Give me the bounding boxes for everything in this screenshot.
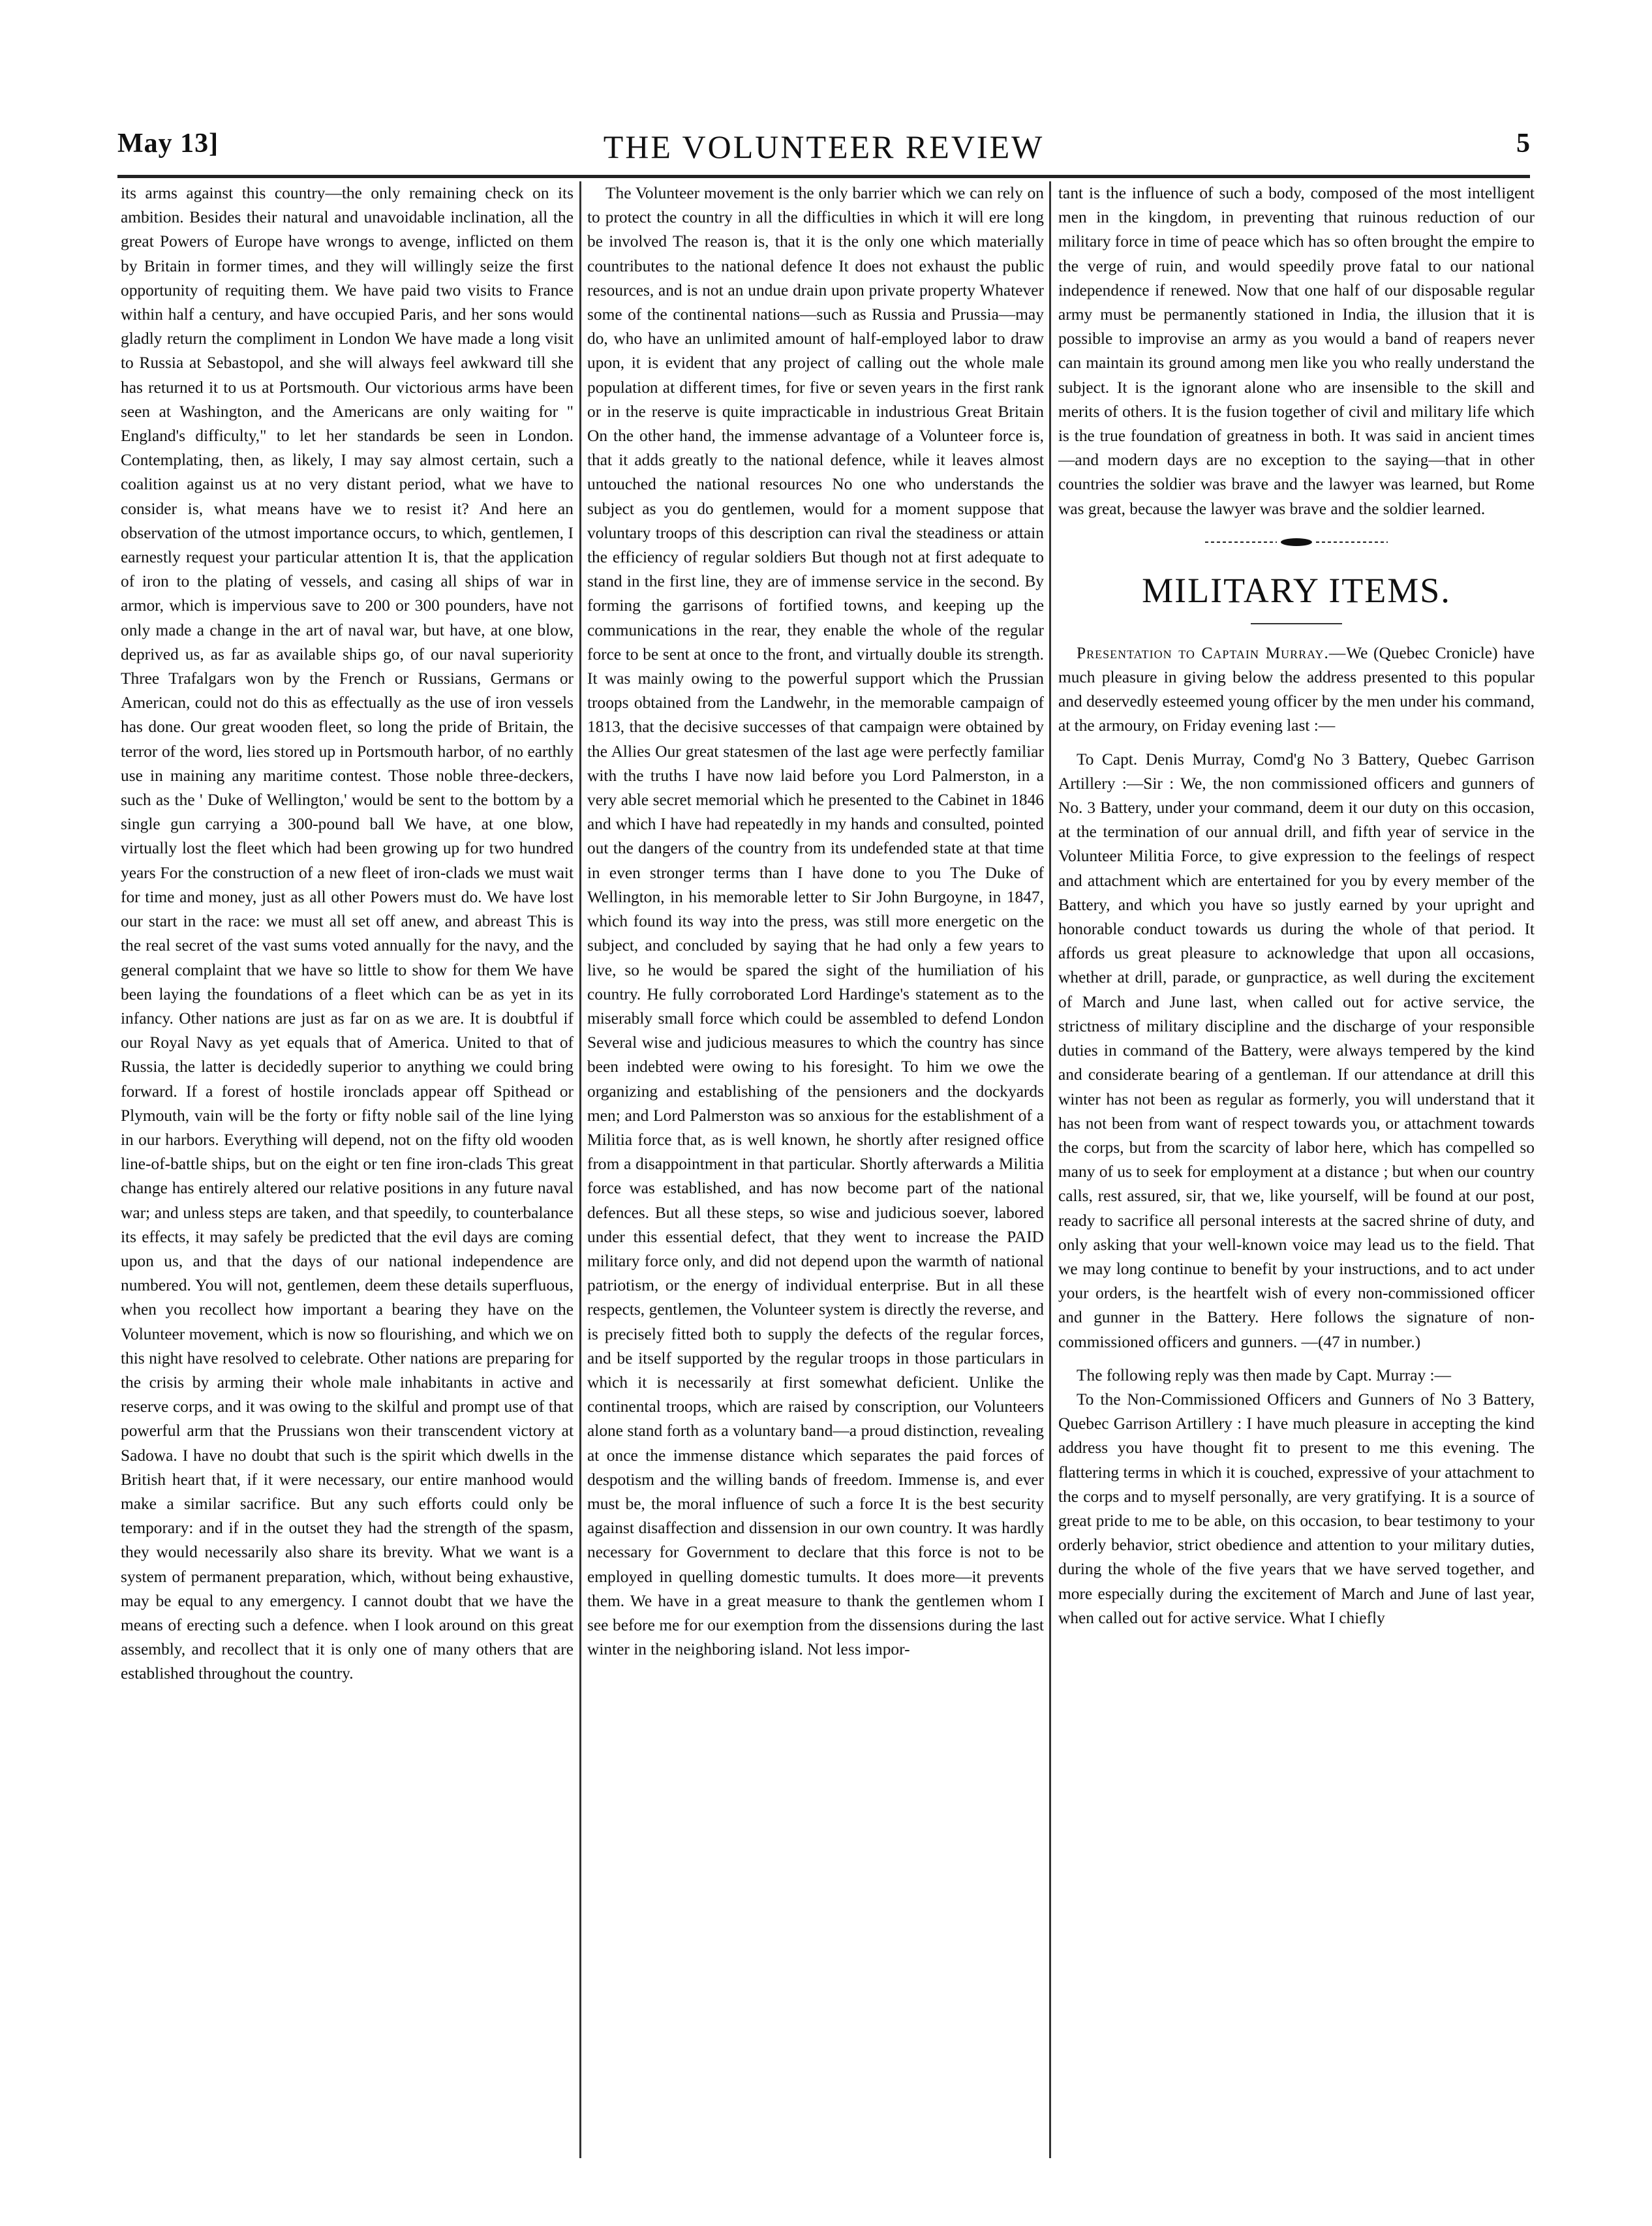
title-rule <box>1251 623 1342 624</box>
item-heading: Presentation to Captain Murray.— <box>1077 643 1347 662</box>
column-2 <box>587 181 1044 2161</box>
item-paragraph <box>1058 641 1535 739</box>
article-continuation: tant is the influence of such a body, composed of the most intelligent men in the kingdom, in preventing that ruinous reduction of our military force in time of peace which has so often brought the empire to the verge of ruin, and would speedily prove fatal to our national independence if renewed. Now that one half of our disposable regular army must be permanently stationed in India, the illusion that it is possible to improvise an army as you would a band of reapers never can maintain its ground among men like you who really understand the subject. It is the ignorant alone who are insensible to the skill and merits of others. It is the fusion together of civil and military life which is the true foundation of greatness in both. It was said in ancient times—and modern days are no exception to the saying—that in other countries the soldier was brave and the lawyer was learned, but Rome was great, because the lawyer was brave and the soldier learned. <box>1058 184 1535 518</box>
header-rule <box>117 175 1530 178</box>
section-title: MILITARY ITEMS. <box>1142 570 1451 610</box>
reply-text: To the Non-Commissioned Officers and Gunners of No 3 Battery, Quebec Garrison Artillery : I have much pleasure in accepting the kind address you have thought fit to present to me this evening. The flattering terms in which it is couched, expressive of your attachment to the corps and to myself personally, are very gratifying. It is a source of great pride to me to be able, on this occasion, to bear testimony to your orderly behavior, strict obedience and attention to your military duties, during the whole of the five years that we have served together, and more especially during the excitement of March and June of last year, when called out for active service. What I chiefly <box>1058 1390 1535 1627</box>
column-divider <box>579 181 581 2158</box>
column-3 <box>1058 181 1535 2161</box>
column-1 <box>121 181 574 2161</box>
page-number: 5 <box>1516 129 1530 159</box>
page-header <box>117 128 1530 175</box>
article-paragraph: The Volunteer movement is the only barrier which we can rely on to protect the country in all the difficulties in which it will ere long be involved The reason is, that it is the only one which materially countributes to the national defence It does not exhaust the public resources, and is not an undue drain upon private property Whatever some of the continental nations—such as Russia and Prussia—may do, who have an unlimited amount of half-employed labor to draw upon, it is evident that any project of calling out the whole male population at different times, for five or seven years in the first rank or in the reserve is quite impracticable in industrious Great Britain On the other hand, the immense advantage of a Volunteer force is, that it adds greatly to the national defence, while it leaves almost untouched the national resources No one who understands the subject as you do gentlemen, would for a moment suppose that voluntary troops of this description can rival the steadiness or attain the efficiency of regular soldiers But though not at first adequate to stand in the first line, they are of immense service in the second. By forming the garrisons of fortified towns, and keeping up the communications in the rear, they enable the whole of the regular force to be sent at once to the front, and virtually double its strength. It was mainly owing to the powerful support which the Prussian troops obtained from the Landwehr, in the memorable campaign of 1813, that the decisive successes of that campaign were obtained by the Allies Our great statesmen of the last age were perfectly familiar with the truths I have now laid before you Lord Palmerston, in a very able secret memorial which he presented to the Cabinet in 1846 and which I have had repeatedly in my hands and consulted, pointed out the dangers of the country from its undefended state at that time in even stronger terms than I have done to you The Duke of Wellington, in his memorable letter to Sir John Burgoyne, in 1847, which found its way into the press, was still more energetic on the subject, and concluded by saying that he had only a few years to live, so he would be spared the sight of the humiliation of his country. He fully corroborated Lord Hardinge's statement as to the miserably small force which could be assembled to defend London Several wise and judicious measures to which the country has since been indebted were owing to his foresight. To him we owe the organizing and establishing of the pensioners and the dockyards men; and Lord Palmerston was so anxious for the establishment of a Militia force that, as is well known, he shortly after resigned office from a disappointment in that particular. Shortly afterwards a Militia force was established, and has now become part of the national defences. But all these steps, so wise and judicious soever, labored under this essential defect, that they went to increase the PAID military force only, and did not depend upon the warmth of national patriotism, or the energy of individual enterprise. But in all these respects, gentlemen, the Volunteer system is directly the reverse, and is precisely fitted both to supply the defects of the regular forces, and be itself supported by the regular troops in those particulars in which it is necessarily at first somewhat deficient. Unlike the continental troops, which are raised by conscription, our Volunteers alone stand forth as a voluntary band—a proud distinction, revealing at once the immense distance which separates the paid forces of despotism and the willing bands of freedom. Immense is, and ever must be, the moral influence of such a force It is the best security against disaffection and dissension in our own country. It was hardly necessary for Government to declare that this force is not to be employed in quelling domestic tumults. It does more—it prevents them. We have in a great measure to thank the gentlemen whom I see before me for our exemption from the dissensions during the last winter in the neighboring island. Not less impor- <box>587 184 1044 1659</box>
reply-intro: The following reply was then made by Capt. Murray :— <box>1077 1365 1451 1384</box>
ornament-rule-icon <box>1199 536 1394 549</box>
section-ornament <box>1058 521 1535 563</box>
column-divider <box>1049 181 1051 2158</box>
address-text: To Capt. Denis Murray, Comd'g No 3 Battery, Quebec Garrison Artillery :—Sir : We, the non commissioned officers and gunners of No. 3 Battery, under your command, deem it our duty on this occasion, at the termination of our annual drill, and fifth year of service in the Volunteer Militia Force, to give expression to the feelings of respect and attachment which are entertained for you by every member of the Battery, and which you have so justly earned by your upright and honorable conduct towards us during the whole of that period. It affords us great pleasure to acknowledge that upon all occasions, whether at drill, parade, or gunpractice, as well during the excitement of March and June last, when called out for active service, the strictness of military discipline and the discharge of your responsible duties in command of the Battery, were always tempered by the kind and considerate bearing of a gentleman. If our attendance at drill this winter has not been as regular as formerly, you will understand that it has not been from want of respect towards you, or attachment towards the corps, but from the scarcity of labor here, which has compelled so many of us to seek for employment at a distance ; but when our country calls, rest assured, sir, that we, like yourself, will be found at our post, ready to sacrifice all personal interests at the sacred shrine of duty, and only asking that your well-known voice may lead us to the field. That we may long continue to benefit by your instructions, and to act under your orders, is the heartfelt wish of every non-commissioned officer and gunner in the Battery. Here follows the signature of non-commissioned officers and gunners. —(47 in number.) <box>1058 750 1535 1351</box>
article-paragraph: its arms against this country—the only remaining check on its ambition. Besides their natural and unavoidable inclination, all the great Powers of Europe have wrongs to avenge, inflicted on them by Britain in former times, and they will willingly seize the first opportunity of requiting them. We have paid two visits to France within half a century, and have occupied Paris, and her sons would gladly return the compliment in London We have made a long visit to Russia at Sebastopol, and she will always feel awkward till she has returned it to us at Portsmouth. Our victorious arms have been seen at Washington, and the Americans are only waiting for " England's difficulty," to let her standards be seen in London. Contemplating, then, as likely, I may say almost certain, such a coalition against us at no very distant period, what we have to consider is, what means have we to resist it? And here an observation of the utmost importance occurs, to which, gentlemen, I earnestly request your particular attention It is, that the application of iron to the plating of vessels, and casing all ships of war in armor, which is impervious save to 200 or 300 pounders, have not only made a change in the art of naval war, but have, at one blow, deprived us, as far as available ships go, of our naval superiority Three Trafalgars won by the French or Russians, Germans or American, could not do this as effectually as the use of iron vessels has done. Our great wooden fleet, so long the pride of Britain, the terror of the word, lies stored up in Portsmouth harbor, of no earthly use in maining any maritime contest. Those noble three-deckers, such as the ' Duke of Wellington,' would be sent to the bottom by a single gun carrying a 300-pound ball We have, at one blow, virtually lost the fleet which had been growing up for two hundred years For the construction of a new fleet of iron-clads we must wait for time and money, just as all other Powers must do. We have lost our start in the race: we must all set off anew, and abreast This is the real secret of the vast sums voted annually for the navy, and the general complaint that we have so little to show for them We have been laying the foundations of a fleet which can be as yet in its infancy. Other nations are just as far on as we are. It is doubtful if our Royal Navy as yet equals that of America. United to that of Russia, the latter is decidedly superior to anything we could bring forward. If a forest of hostile ironclads appear off Spithead or Plymouth, vain will be the forty or fifty noble sail of the line lying in our harbors. Everything will depend, not on the fifty old wooden line-of-battle ships, but on the eight or ten fine iron-clads This great change has entirely altered our relative positions in any future naval war; and unless steps are taken, and that speedily, to counterbalance its effects, it may safely be predicted that the evil days are coming upon us, and that the days of our national independence are numbered. You will not, gentlemen, deem these details superfluous, when you recollect how important a bearing they have on the Volunteer movement, which is now so flourishing, and which we on this night have resolved to celebrate. Other nations are preparing for the crisis by arming their whole male inhabitants in active and reserve corps, and it was owing to the skilful and prompt use of that powerful arm that the Prussians won their transcendent victory at Sadowa. I have no doubt that such is the spirit which dwells in the British heart that, if it were necessary, our entire manhood would make a similar sacrifice. But any such efforts could only be temporary: and if in the outset they had the strength of the spasm, they would necessarily also share its brevity. What we want is a system of permanent preparation, which, without being exhaustive, may be equal to any emergency. I cannot doubt that we have the means of erecting such a defence. when I look around on this great assembly, and recollect that it is only one of many others that are established throughout the country. <box>121 184 574 1683</box>
masthead-title: THE VOLUNTEER REVIEW <box>603 129 1045 165</box>
issue-date: May 13] <box>117 129 219 159</box>
item-intro: We (Quebec Cronicle) have much pleasure in giving below the address presented to this popular and deservedly esteemed young officer by the men under his command, at the armoury, on Friday evening last :— <box>1058 643 1535 735</box>
